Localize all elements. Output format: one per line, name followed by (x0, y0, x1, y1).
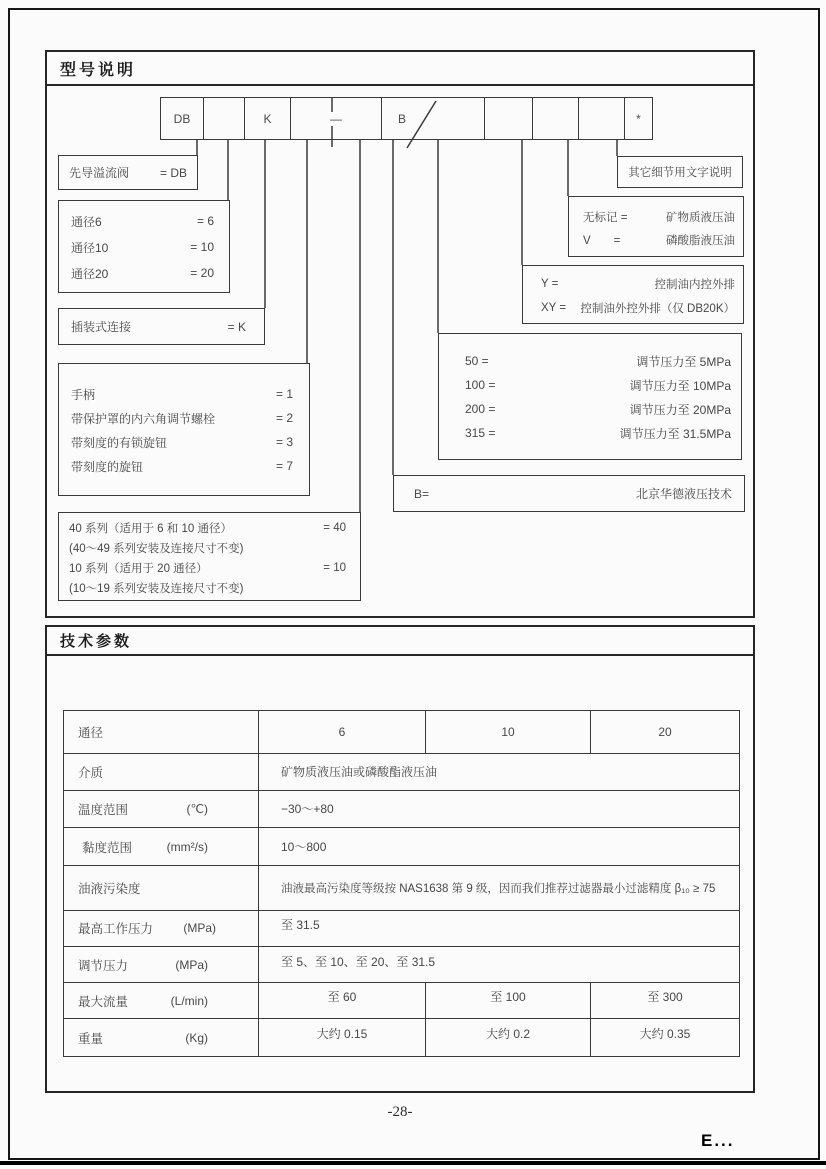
row-value: = 10 (190, 240, 214, 254)
model-section-title-text: 型号说明 (60, 61, 137, 79)
row-label: 315 = (465, 426, 496, 440)
box-row (59, 234, 229, 260)
box-series (58, 512, 361, 601)
value-cell: 大约 0.15 (259, 1019, 426, 1056)
row-label: 通径20 (71, 266, 109, 281)
row-unit: (Kg) (185, 1030, 208, 1045)
row-value: 磷酸脂液压油 (666, 234, 735, 247)
box-row (59, 156, 197, 189)
value-cell: 大约 0.35 (639, 1027, 691, 1042)
box-row (59, 309, 264, 344)
row-value: = 40 (323, 522, 346, 534)
row-label-cell: 介质 (64, 754, 259, 790)
row-label: (40～49 系列安装及连接尺寸不变) (69, 543, 244, 555)
row-value: 调节压力至 31.5MPa (619, 426, 731, 441)
box-row (59, 382, 309, 406)
box-cartridge-connection (58, 308, 265, 345)
box-row (59, 538, 360, 558)
code-cell-b-slash: B (382, 98, 485, 139)
tech-section-title-text: 技术参数 (60, 633, 133, 650)
row-value: = 1 (275, 387, 293, 401)
table-row-contamination (64, 866, 739, 911)
row-label: 40 系列（适用于 6 和 10 通径） (69, 523, 232, 535)
value-cell: 至 60 (259, 983, 426, 1018)
box-row (439, 373, 741, 397)
row-label: 先导溢流阀 (69, 166, 130, 180)
tech-section-title (47, 627, 753, 656)
box-row (523, 272, 743, 296)
code-cell-series (485, 98, 533, 139)
row-unit: (℃) (186, 801, 208, 816)
row-value: 矿物质液压油 (666, 211, 735, 224)
code-cell-k: K (245, 98, 291, 139)
row-value: 控制油内控外排 (654, 279, 735, 291)
row-label-cell: 油液污染度 (64, 866, 259, 910)
row-label-cell: 最高工作压力 (MPa) (64, 911, 259, 946)
table-row-medium (64, 754, 739, 791)
box-row (59, 430, 309, 454)
row-label: 无标记 = (583, 211, 628, 224)
box-row (59, 454, 309, 478)
table-row-viscosity (64, 828, 739, 866)
row-label: V = (583, 234, 621, 247)
table-row-weight (64, 1019, 739, 1056)
row-value: 调节压力至 5MPa (636, 354, 731, 369)
code-cell-dash: — (291, 98, 382, 139)
row-label: 200 = (465, 402, 496, 416)
parameters-table (63, 710, 740, 1057)
code-cell-pressure (533, 98, 579, 139)
code-cell-star: * (636, 111, 641, 126)
box-row (439, 421, 741, 445)
value-cell: 20 (658, 724, 672, 739)
box-row (394, 476, 744, 511)
row-value: = 20 (190, 266, 214, 280)
box-row (59, 406, 309, 430)
row-label: 带刻度的旋钮 (71, 459, 144, 474)
box-row (59, 578, 360, 598)
row-value: 调节压力至 10MPa (629, 378, 731, 393)
box-row (59, 518, 360, 538)
handwritten-mark: E... (701, 1131, 735, 1150)
box-fluid-type (568, 196, 744, 257)
row-label: B= (414, 486, 430, 501)
model-code-row (160, 97, 653, 140)
box-diameter (58, 200, 230, 293)
row-label: 带刻度的有锁旋钮 (71, 435, 168, 450)
row-value: = 2 (275, 411, 293, 425)
row-value: 北京华德液压技术 (635, 487, 732, 501)
code-cell-db: DB (161, 98, 204, 139)
row-label-cell: 通径 (64, 711, 259, 753)
row-value: = K (227, 319, 246, 334)
row-unit: (L/min) (170, 993, 208, 1008)
box-row (439, 349, 741, 373)
value-cell: 至 100 (426, 983, 591, 1018)
code-cell-size (204, 98, 245, 139)
row-label: (10～19 系列安装及连接尺寸不变) (69, 583, 244, 595)
value-cell: 10 (426, 711, 591, 753)
row-label: XY = (541, 302, 567, 314)
table-row-temperature (64, 791, 739, 829)
value-cell: 6 (259, 711, 426, 753)
row-label-cell: 最大流量 (L/min) (64, 983, 259, 1018)
row-value: = DB (159, 165, 187, 180)
box-row (59, 260, 229, 286)
row-label: 其它细节用文字说明 (628, 167, 732, 179)
value-span-cell: 至 5、至 10、至 20、至 31.5 (281, 954, 436, 969)
row-label: 通径6 (71, 214, 102, 229)
page-bottom-edge (0, 1161, 826, 1165)
box-row (439, 397, 741, 421)
table-row-diameter (64, 711, 739, 754)
table-row-setting-pressure (64, 947, 739, 984)
row-label: 100 = (465, 378, 496, 392)
row-label: 手柄 (71, 387, 96, 402)
table-row-max-flow (64, 983, 739, 1019)
page-number: -28- (387, 1104, 413, 1120)
box-pressure-rating (438, 333, 742, 460)
box-row (59, 208, 229, 234)
value-span-cell: 矿物质液压油或磷酸酯液压油 (281, 765, 438, 780)
row-label: 插装式连接 (71, 320, 132, 334)
box-row (59, 558, 360, 578)
row-label: 10 系列（适用于 20 通径） (69, 563, 208, 575)
code-cell-drain (579, 98, 625, 139)
row-value: = 10 (323, 562, 346, 574)
value-cell: 至 300 (647, 990, 683, 1005)
box-row (569, 205, 743, 228)
row-value: = 7 (275, 459, 293, 473)
row-label: 50 = (465, 354, 489, 368)
value-span-cell: 油液最高污染度等级按 NAS1638 第 9 级，因而我们推荐过滤器最小过滤精度 β₁₀ ≥ 75 (281, 882, 716, 895)
row-value: 调节压力至 20MPa (629, 402, 731, 417)
box-other-details (617, 156, 743, 188)
row-unit: (MPa) (183, 921, 216, 936)
row-value: = 6 (196, 214, 214, 228)
value-span-cell: 至 31.5 (281, 917, 320, 932)
box-pilot-valve (58, 155, 198, 190)
row-label-cell: 调节压力 (MPa) (64, 947, 259, 983)
row-label: 通径10 (71, 240, 109, 255)
value-span-cell: −30～+80 (281, 802, 334, 817)
row-unit: (MPa) (175, 957, 208, 972)
value-cell: 大约 0.2 (426, 1019, 591, 1056)
row-label-cell: 温度范围 (℃) (64, 791, 259, 828)
row-label-cell: 黏度范围 (mm²/s) (64, 828, 259, 865)
box-adjustment-element (58, 363, 310, 496)
model-section-title (47, 52, 753, 86)
box-manufacturer (393, 475, 745, 512)
row-value: = 3 (275, 435, 293, 449)
row-value: 控制油外控外排（仅 DB20K） (580, 303, 735, 315)
box-row (523, 296, 743, 320)
row-label-cell: 重量 (Kg) (64, 1019, 259, 1056)
value-span-cell: 10～800 (281, 840, 327, 855)
box-row (569, 228, 743, 251)
box-drain-control (522, 265, 744, 324)
row-label: Y = (541, 278, 559, 290)
table-row-max-pressure (64, 911, 739, 947)
row-unit: (mm²/s) (166, 839, 208, 854)
row-label: 带保护罩的内六角调节螺栓 (71, 411, 216, 426)
